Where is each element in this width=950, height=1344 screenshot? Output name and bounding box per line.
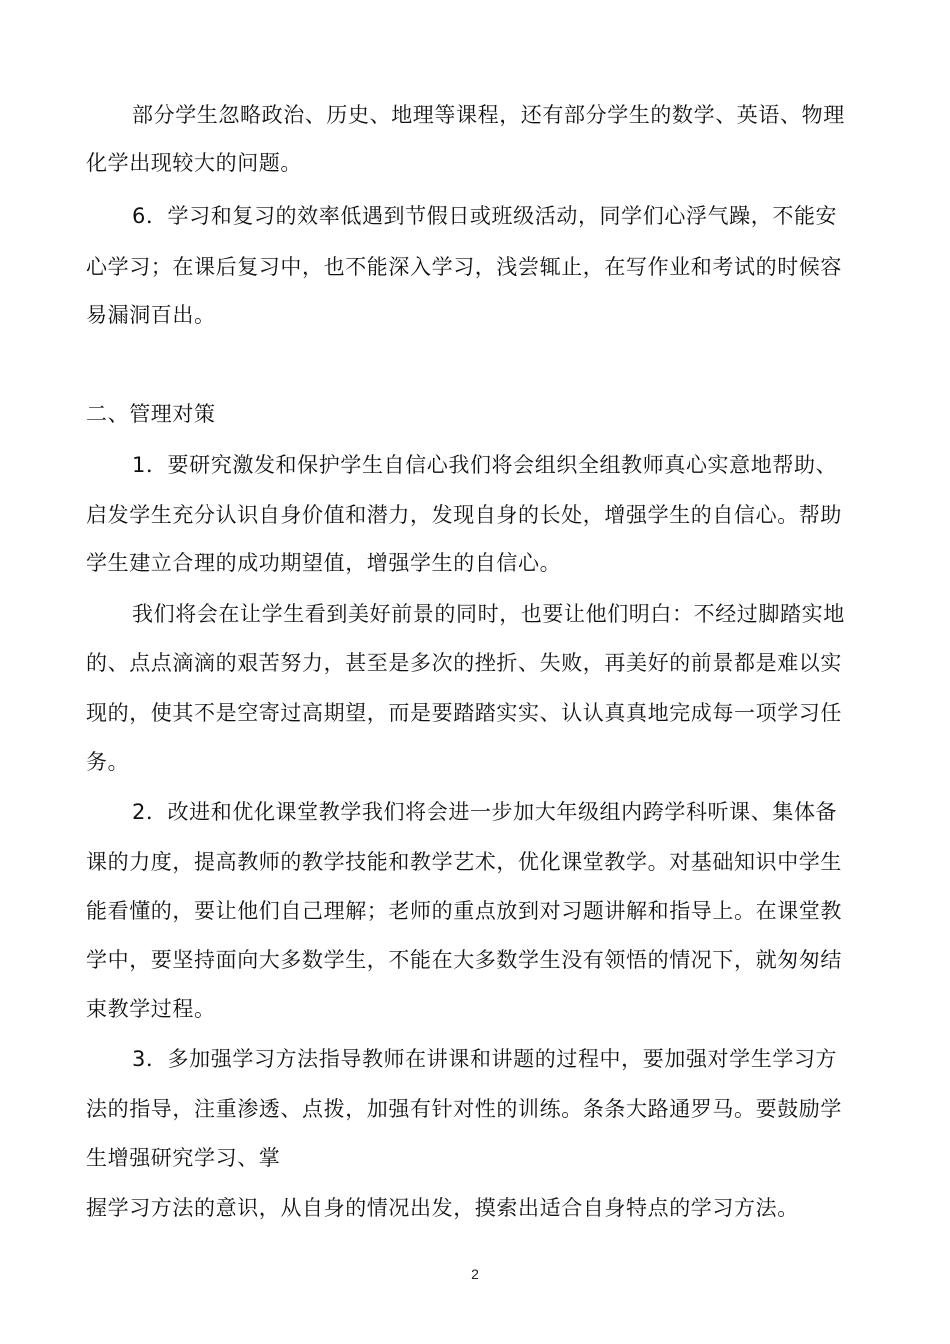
text-line: 法的指导，注重渗透、点拨，加强有针对性的训练。条条大路通罗马。要鼓励学 [86, 1097, 842, 1121]
text-line: 6．学习和复习的效率低遇到节假日或班级活动，同学们心浮气躁，不能安 [132, 204, 838, 228]
text-line: 束教学过程。 [86, 997, 216, 1021]
text-line: 2．改进和优化课堂教学我们将会进一步加大年级组内跨学科听课、集体备 [132, 800, 838, 824]
text-line: 学生建立合理的成功期望值，增强学生的自信心。 [86, 551, 562, 575]
text-line: 1．要研究激发和保护学生自信心我们将会组织全组教师真心实意地帮助、 [132, 453, 838, 477]
text-line: 我们将会在让学生看到美好前景的同时，也要让他们明白：不经过脚踏实地 [132, 602, 845, 626]
text-line: 现的，使其不是空寄过高期望，而是要踏踏实实、认认真真地完成每一项学习任 [86, 701, 842, 725]
page-number: 2 [471, 1266, 479, 1282]
text-line: 3．多加强学习方法指导教师在讲课和讲题的过程中，要加强对学生学习方 [132, 1047, 838, 1071]
text-line: 的、点点滴滴的艰苦努力，甚至是多次的挫折、失败，再美好的前景都是难以实 [86, 651, 842, 675]
text-line: 课的力度，提高教师的教学技能和教学艺术，优化课堂教学。对基础知识中学生 [86, 850, 842, 874]
text-line: 能看懂的，要让他们自己理解；老师的重点放到对习题讲解和指导上。在课堂教 [86, 899, 842, 923]
text-line: 启发学生充分认识自身价值和潜力，发现自身的长处，增强学生的自信心。帮助 [86, 503, 842, 527]
section-heading: 二、管理对策 [86, 402, 216, 426]
text-line: 学中，要坚持面向大多数学生，不能在大多数学生没有领悟的情况下，就匆匆结 [86, 948, 842, 972]
text-line: 心学习；在课后复习中，也不能深入学习，浅尝辄止，在写作业和考试的时候容 [86, 255, 842, 279]
text-line: 部分学生忽略政治、历史、地理等课程，还有部分学生的数学、英语、物理 [132, 103, 845, 127]
text-line: 生增强研究学习、掌 [86, 1146, 281, 1170]
text-line: 化学出现较大的问题。 [86, 151, 302, 175]
text-line: 握学习方法的意识，从自身的情况出发，摸索出适合自身特点的学习方法。 [86, 1196, 799, 1220]
text-line: 易漏洞百出。 [86, 303, 216, 327]
text-line: 务。 [86, 750, 130, 774]
